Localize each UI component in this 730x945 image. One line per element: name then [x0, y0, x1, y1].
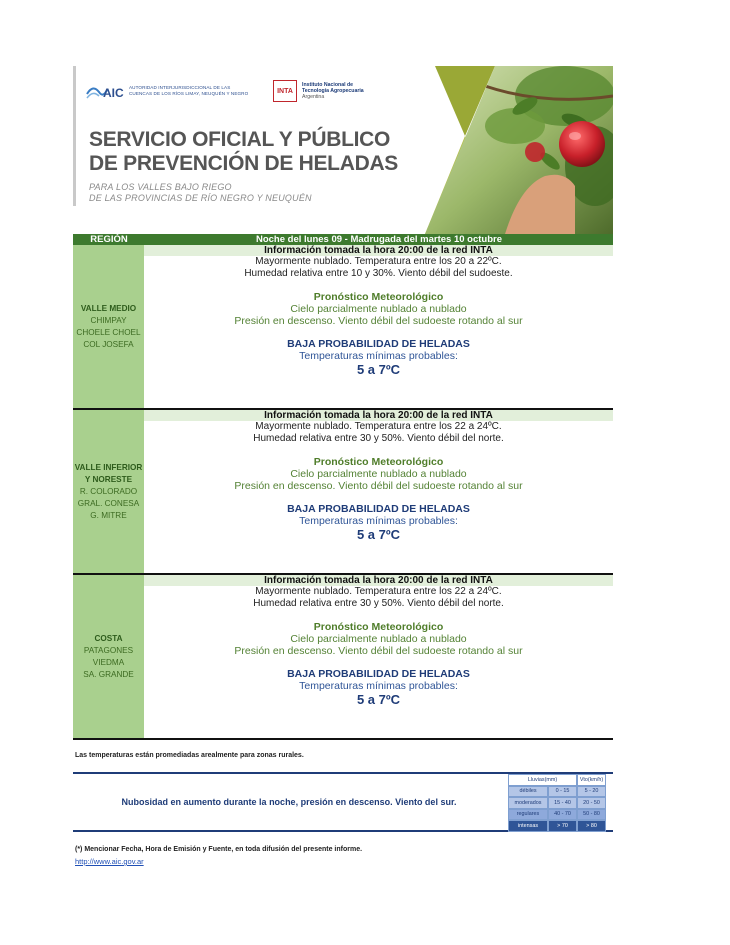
page-title-line1: SERVICIO OFICIAL Y PÚBLICO — [89, 128, 391, 151]
frost-probability: BAJA PROBABILIDAD DE HELADAS — [287, 503, 470, 515]
info-header: Información tomada la hora 20:00 de la red INTA — [144, 245, 613, 256]
header-banner — [73, 66, 613, 234]
legend-row — [508, 786, 606, 798]
region-town: G. MITRE — [90, 510, 127, 520]
forecast-line: Presión en descenso. Viento débil del sudoeste rotando al sur — [234, 480, 523, 492]
page-subtitle-line1: PARA LOS VALLES BAJO RIEGO — [89, 182, 232, 192]
forecast-line: Presión en descenso. Viento débil del sudoeste rotando al sur — [234, 315, 523, 327]
region-town: CHOELE CHOEL — [76, 327, 141, 337]
aic-wave-icon — [85, 80, 125, 102]
region-cell-valle-medio — [73, 245, 144, 408]
min-temp-label: Temperaturas mínimas probables: — [299, 515, 458, 527]
legend-rain-value: 0 - 15 — [548, 786, 577, 798]
region-town: GRAL. CONESA — [77, 498, 140, 508]
observation-line: Humedad relativa entre 30 y 50%. Viento débil del norte. — [253, 598, 504, 609]
min-temp-label: Temperaturas mínimas probables: — [299, 680, 458, 692]
observation-line: Humedad relativa entre 30 y 50%. Viento débil del norte. — [253, 433, 504, 444]
table-bottom-border — [73, 738, 613, 740]
attribution-note: (*) Mencionar Fecha, Hora de Emisión y Fuente, en toda difusión del presente informe. — [75, 846, 363, 853]
inta-text-line2: Tecnología Agropecuaria — [302, 88, 364, 94]
aic-logo — [85, 80, 248, 102]
legend-rain-value: 40 - 70 — [548, 809, 577, 821]
legend-wind-value: 5 - 20 — [577, 786, 606, 798]
legend-row — [508, 809, 606, 821]
legend-wind-value: 20 - 50 — [577, 797, 606, 809]
min-temp-label: Temperaturas mínimas probables: — [299, 350, 458, 362]
region-cell-valle-inferior — [73, 410, 144, 573]
region-town: CHIMPAY — [90, 315, 127, 325]
region-name: VALLE MEDIO — [80, 303, 137, 313]
forecast-line: Cielo parcialmente nublado a nublado — [290, 468, 467, 480]
region-name: Y NORESTE — [84, 474, 133, 484]
legend-header-row — [508, 774, 606, 786]
forecast-line: Presión en descenso. Viento débil del sudoeste rotando al sur — [234, 645, 523, 657]
aic-text-line1: AUTORIDAD INTERJURISDICCIONAL DE LAS — [129, 85, 231, 91]
inta-text-line3: Argentina — [302, 94, 325, 100]
region-column-header: REGIÓN — [90, 234, 128, 245]
region-town: R. COLORADO — [79, 486, 138, 496]
legend-category: intensas — [508, 820, 548, 832]
region-name: COSTA — [94, 633, 123, 643]
frost-probability: BAJA PROBABILIDAD DE HELADAS — [287, 668, 470, 680]
legend-header-rain: Lluvias(mm) — [508, 774, 577, 786]
observation-line: Mayormente nublado. Temperatura entre los 20 a 22ºC. — [255, 256, 502, 267]
legend-row — [508, 797, 606, 809]
legend-category: débiles — [508, 786, 548, 798]
frost-probability: BAJA PROBABILIDAD DE HELADAS — [287, 338, 470, 350]
info-header: Información tomada la hora 20:00 de la red INTA — [144, 410, 613, 421]
min-temp-range: 5 a 7ºC — [356, 692, 401, 707]
banner-divider — [73, 66, 76, 206]
region-town: VIEDMA — [92, 657, 125, 667]
table-header-row — [73, 234, 613, 245]
legend-category: regulares — [508, 809, 548, 821]
summary-text: Nubosidad en aumento durante la noche, presión en descenso. Viento del sur. — [121, 797, 457, 807]
observation-line: Mayormente nublado. Temperatura entre los 22 a 24ºC. — [255, 586, 502, 597]
forecast-line: Cielo parcialmente nublado a nublado — [290, 633, 467, 645]
forecast-title: Pronóstico Meteorológico — [313, 621, 444, 633]
min-temp-range: 5 a 7ºC — [356, 527, 401, 542]
aic-website-link[interactable]: http://www.aic.gov.ar — [75, 857, 144, 866]
inta-text-line1: Instituto Nacional de — [302, 82, 354, 88]
forecast-block-valle-inferior — [144, 410, 613, 542]
region-name: VALLE INFERIOR — [74, 462, 143, 472]
forecast-line: Cielo parcialmente nublado a nublado — [290, 303, 467, 315]
apple-tree-photo — [425, 66, 613, 234]
period-column-header: Noche del lunes 09 - Madrugada del martes 10 octubre — [255, 234, 503, 245]
observation-line: Humedad relativa entre 10 y 30%. Viento débil del sudoeste. — [244, 268, 513, 279]
region-town: SA. GRANDE — [83, 669, 134, 679]
legend-rain-value: > 70 — [548, 820, 577, 832]
legend-wind-value: > 80 — [577, 820, 606, 832]
aic-name-text — [129, 85, 248, 96]
inta-logo — [273, 80, 364, 102]
intensity-legend-table — [508, 774, 606, 832]
legend-header-wind: Vto(km/h) — [577, 774, 606, 786]
forecast-title: Pronóstico Meteorológico — [313, 456, 444, 468]
min-temp-range: 5 a 7ºC — [356, 362, 401, 377]
inta-mark-icon: INTA — [273, 80, 297, 102]
region-town: PATAGONES — [83, 645, 134, 655]
aic-text-line2: CUENCAS DE LOS RÍOS LIMAY, NEUQUÉN Y NEGRO — [129, 91, 249, 96]
apple-image — [559, 121, 605, 167]
legend-category: moderados — [508, 797, 548, 809]
averaging-note: Las temperaturas están promediadas arealmente para zonas rurales. — [75, 752, 304, 759]
legend-rain-value: 15 - 40 — [548, 797, 577, 809]
inta-name-text — [302, 82, 364, 100]
forecast-title: Pronóstico Meteorológico — [313, 291, 444, 303]
forecast-block-valle-medio — [144, 245, 613, 377]
region-cell-costa — [73, 575, 144, 738]
page-subtitle-line2: DE LAS PROVINCIAS DE RÍO NEGRO Y NEUQUÉN — [89, 193, 312, 203]
observation-line: Mayormente nublado. Temperatura entre los 22 a 24ºC. — [255, 421, 502, 432]
forecast-block-costa — [144, 575, 613, 707]
info-header: Información tomada la hora 20:00 de la red INTA — [144, 575, 613, 586]
region-town: COL JOSEFA — [83, 339, 134, 349]
page-title-line2: DE PREVENCIÓN DE HELADAS — [89, 152, 399, 175]
legend-wind-value: 50 - 80 — [577, 809, 606, 821]
aic-abbr: AIC — [103, 86, 124, 100]
legend-row — [508, 820, 606, 832]
